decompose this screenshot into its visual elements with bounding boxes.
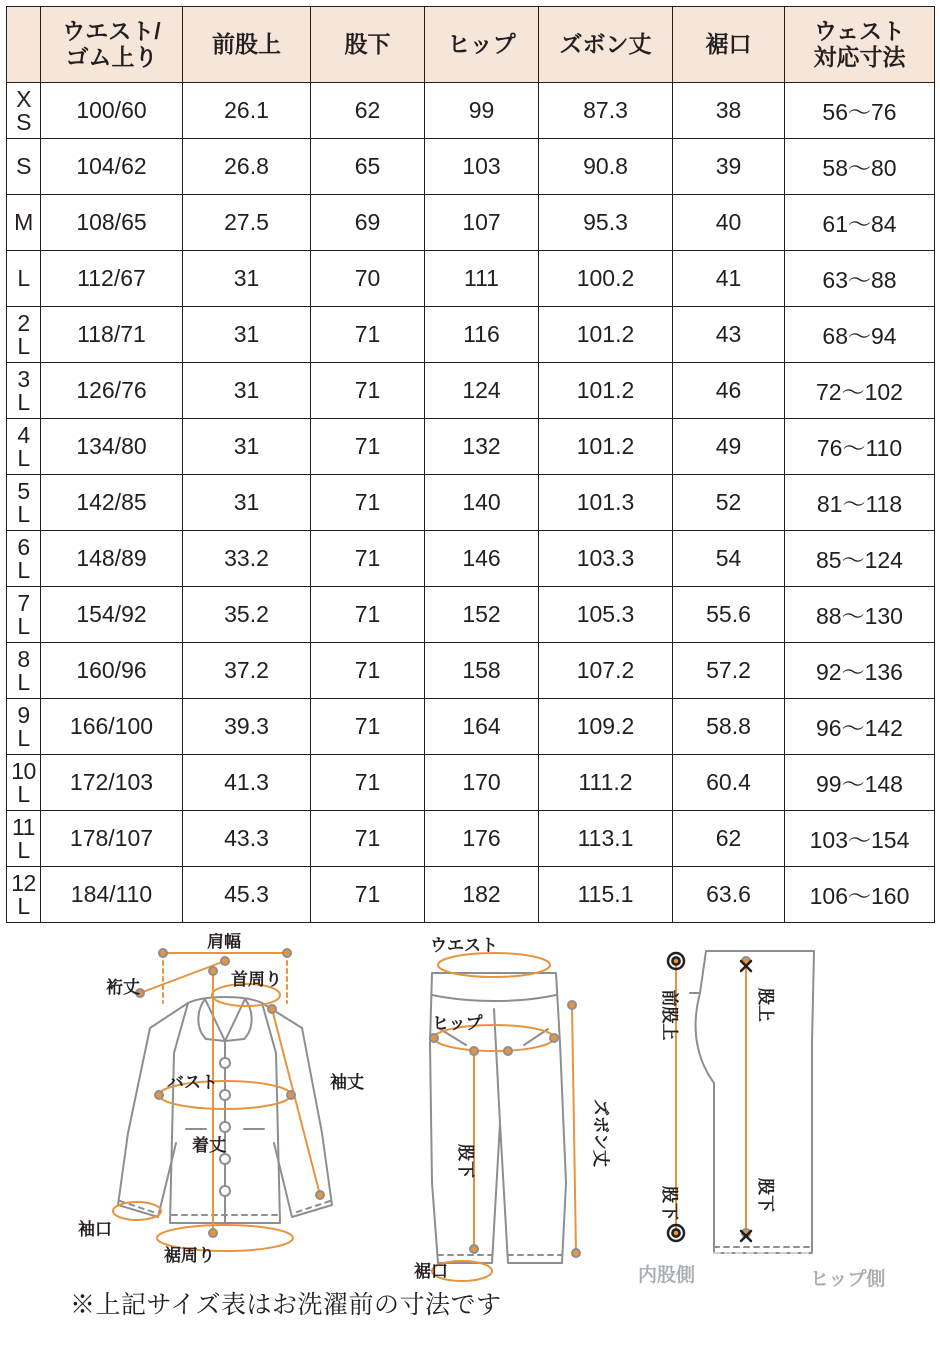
cell-hem: 43 [673,307,785,363]
cell-inseam: 71 [311,531,425,587]
cell-hem: 41 [673,251,785,307]
cell-front-rise: 35.2 [183,587,311,643]
cell-fit-waist: 103〜154 [785,811,935,867]
cell-fit-waist: 92〜136 [785,643,935,699]
cell-waist: 100/60 [41,83,183,139]
label-hip-side: ヒップ側 [810,1269,886,1290]
cell-front-rise: 31 [183,419,311,475]
cell-inseam: 71 [311,587,425,643]
cell-fit-waist: 99〜148 [785,755,935,811]
cell-inseam: 71 [311,307,425,363]
row-size-label: 6 L [7,531,41,587]
label-back-rise: 股上 [756,988,775,1022]
rise-measure-lines [676,961,746,1233]
cell-waist: 104/62 [41,139,183,195]
cell-waist: 166/100 [41,699,183,755]
header-pants-length: ズボン丈 [539,7,673,83]
cell-inseam: 71 [311,419,425,475]
cell-pants-length: 100.2 [539,251,673,307]
cell-front-rise: 31 [183,363,311,419]
measurement-illustrations [0,933,940,1323]
cell-hem: 63.6 [673,867,785,923]
row-size-label: L [7,251,41,307]
cell-front-rise: 41.3 [183,755,311,811]
cell-fit-waist: 88〜130 [785,587,935,643]
cell-hem: 58.8 [673,699,785,755]
cell-hip: 158 [425,643,539,699]
cell-fit-waist: 63〜88 [785,251,935,307]
cell-fit-waist: 96〜142 [785,699,935,755]
cell-waist: 134/80 [41,419,183,475]
row-size-label: 11 L [7,811,41,867]
cell-inseam: 71 [311,755,425,811]
cell-waist: 160/96 [41,643,183,699]
row-size-label: X S [7,83,41,139]
cell-waist: 112/67 [41,251,183,307]
cell-hip: 107 [425,195,539,251]
cell-front-rise: 45.3 [183,867,311,923]
table-row [7,419,935,475]
cell-fit-waist: 76〜110 [785,419,935,475]
label-front-rise: 前股上 [660,989,679,1041]
header-fit-waist-line1: ウェスト [813,17,906,44]
label-hem-round: 裾周り [164,1246,215,1265]
cell-front-rise: 33.2 [183,531,311,587]
cell-fit-waist: 58〜80 [785,139,935,195]
cell-inseam: 70 [311,251,425,307]
cell-hem: 40 [673,195,785,251]
illustration-svg [0,933,940,1323]
size-table [6,6,935,923]
cell-front-rise: 27.5 [183,195,311,251]
cell-waist: 126/76 [41,363,183,419]
cell-hip: 111 [425,251,539,307]
table-row [7,755,935,811]
table-row [7,531,935,587]
cell-waist: 148/89 [41,531,183,587]
cell-front-rise: 31 [183,251,311,307]
cell-waist: 154/92 [41,587,183,643]
cell-hip: 164 [425,699,539,755]
cell-front-rise: 26.8 [183,139,311,195]
label-pants-length: ズボン丈 [591,1099,610,1167]
cell-inseam: 71 [311,475,425,531]
cell-inseam: 65 [311,139,425,195]
cell-front-rise: 37.2 [183,643,311,699]
label-inseam-lower-2: 股下 [756,1178,775,1212]
cell-pants-length: 101.3 [539,475,673,531]
label-pants-inseam: 股下 [456,1144,475,1178]
header-waist-line2: ゴム上り [65,43,158,70]
cell-fit-waist: 81〜118 [785,475,935,531]
cell-hem: 55.6 [673,587,785,643]
label-inner-side: 内股側 [638,1265,696,1286]
table-row [7,643,935,699]
size-table-body [7,83,935,923]
rise-measure-dots [672,957,750,1237]
footnote: ※上記サイズ表はお洗濯前の寸法です [70,1291,502,1319]
cell-hip: 146 [425,531,539,587]
header-fit-waist-line2: 対応寸法 [813,43,906,70]
cell-front-rise: 26.1 [183,83,311,139]
cell-fit-waist: 85〜124 [785,531,935,587]
cell-waist: 108/65 [41,195,183,251]
label-neck: 首周り [231,970,282,989]
cell-hip: 124 [425,363,539,419]
cell-pants-length: 101.2 [539,307,673,363]
header-corner [7,7,41,83]
cell-pants-length: 87.3 [539,83,673,139]
cell-waist: 142/85 [41,475,183,531]
table-row [7,307,935,363]
cell-hip: 99 [425,83,539,139]
pants-measure-lines [432,953,576,1281]
header-front-rise: 前股上 [183,7,311,83]
cell-hem: 60.4 [673,755,785,811]
cell-hem: 57.2 [673,643,785,699]
cell-pants-length: 109.2 [539,699,673,755]
rise-figure [690,951,814,1253]
row-size-label: 8 L [7,643,41,699]
label-yuki: 裄丈 [106,978,140,997]
label-sleeve-length: 袖丈 [330,1073,364,1092]
cell-pants-length: 111.2 [539,755,673,811]
cell-hem: 62 [673,811,785,867]
table-row [7,139,935,195]
table-row [7,475,935,531]
cell-inseam: 69 [311,195,425,251]
cell-fit-waist: 61〜84 [785,195,935,251]
size-table-header [7,7,935,83]
cell-hip: 176 [425,811,539,867]
cell-fit-waist: 56〜76 [785,83,935,139]
cell-front-rise: 31 [183,475,311,531]
cell-pants-length: 103.3 [539,531,673,587]
cell-front-rise: 39.3 [183,699,311,755]
label-pants-hip: ヒップ [432,1014,483,1033]
header-hip: ヒップ [425,7,539,83]
row-size-label: 12 L [7,867,41,923]
cell-front-rise: 43.3 [183,811,311,867]
row-size-label: 9 L [7,699,41,755]
row-size-label: M [7,195,41,251]
table-row [7,251,935,307]
cell-pants-length: 95.3 [539,195,673,251]
cell-hem: 39 [673,139,785,195]
label-pants-hem: 裾口 [414,1262,448,1281]
table-row [7,195,935,251]
cell-hem: 49 [673,419,785,475]
cell-inseam: 62 [311,83,425,139]
table-row [7,867,935,923]
cell-fit-waist: 72〜102 [785,363,935,419]
row-size-label: 7 L [7,587,41,643]
table-row [7,587,935,643]
cell-hip: 103 [425,139,539,195]
row-size-label: 3 L [7,363,41,419]
label-body-length: 着丈 [192,1136,226,1155]
cell-hip: 152 [425,587,539,643]
cell-waist: 172/103 [41,755,183,811]
cell-waist: 184/110 [41,867,183,923]
header-waist-line1: ウエスト/ [62,17,161,44]
header-waist [41,7,183,83]
cell-waist: 178/107 [41,811,183,867]
header-inseam: 股下 [311,7,425,83]
label-bust: バスト [167,1073,218,1092]
cell-hip: 182 [425,867,539,923]
table-row [7,363,935,419]
header-hem: 裾口 [673,7,785,83]
cell-hem: 52 [673,475,785,531]
row-size-label: 2 L [7,307,41,363]
cell-inseam: 71 [311,363,425,419]
row-size-label: 10 L [7,755,41,811]
cell-pants-length: 105.3 [539,587,673,643]
cell-inseam: 71 [311,811,425,867]
row-size-label: 4 L [7,419,41,475]
cell-pants-length: 113.1 [539,811,673,867]
cell-pants-length: 101.2 [539,419,673,475]
cell-inseam: 71 [311,867,425,923]
cell-front-rise: 31 [183,307,311,363]
label-shoulder-width: 肩幅 [207,933,241,951]
table-row [7,699,935,755]
table-row [7,811,935,867]
cell-hip: 116 [425,307,539,363]
cell-inseam: 71 [311,643,425,699]
cell-waist: 118/71 [41,307,183,363]
label-cuff: 袖口 [78,1220,112,1239]
cell-pants-length: 115.1 [539,867,673,923]
header-row [7,7,935,83]
label-inseam-lower: 股下 [660,1186,679,1220]
table-row [7,83,935,139]
cell-fit-waist: 106〜160 [785,867,935,923]
row-size-label: 5 L [7,475,41,531]
row-size-label: S [7,139,41,195]
cell-inseam: 71 [311,699,425,755]
cell-pants-length: 101.2 [539,363,673,419]
cell-hip: 170 [425,755,539,811]
cell-pants-length: 90.8 [539,139,673,195]
label-pants-waist: ウエスト [430,936,498,955]
cell-pants-length: 107.2 [539,643,673,699]
cell-hem: 54 [673,531,785,587]
cell-hip: 132 [425,419,539,475]
header-fit-waist [785,7,935,83]
cell-hem: 46 [673,363,785,419]
cell-hem: 38 [673,83,785,139]
cell-fit-waist: 68〜94 [785,307,935,363]
cell-hip: 140 [425,475,539,531]
